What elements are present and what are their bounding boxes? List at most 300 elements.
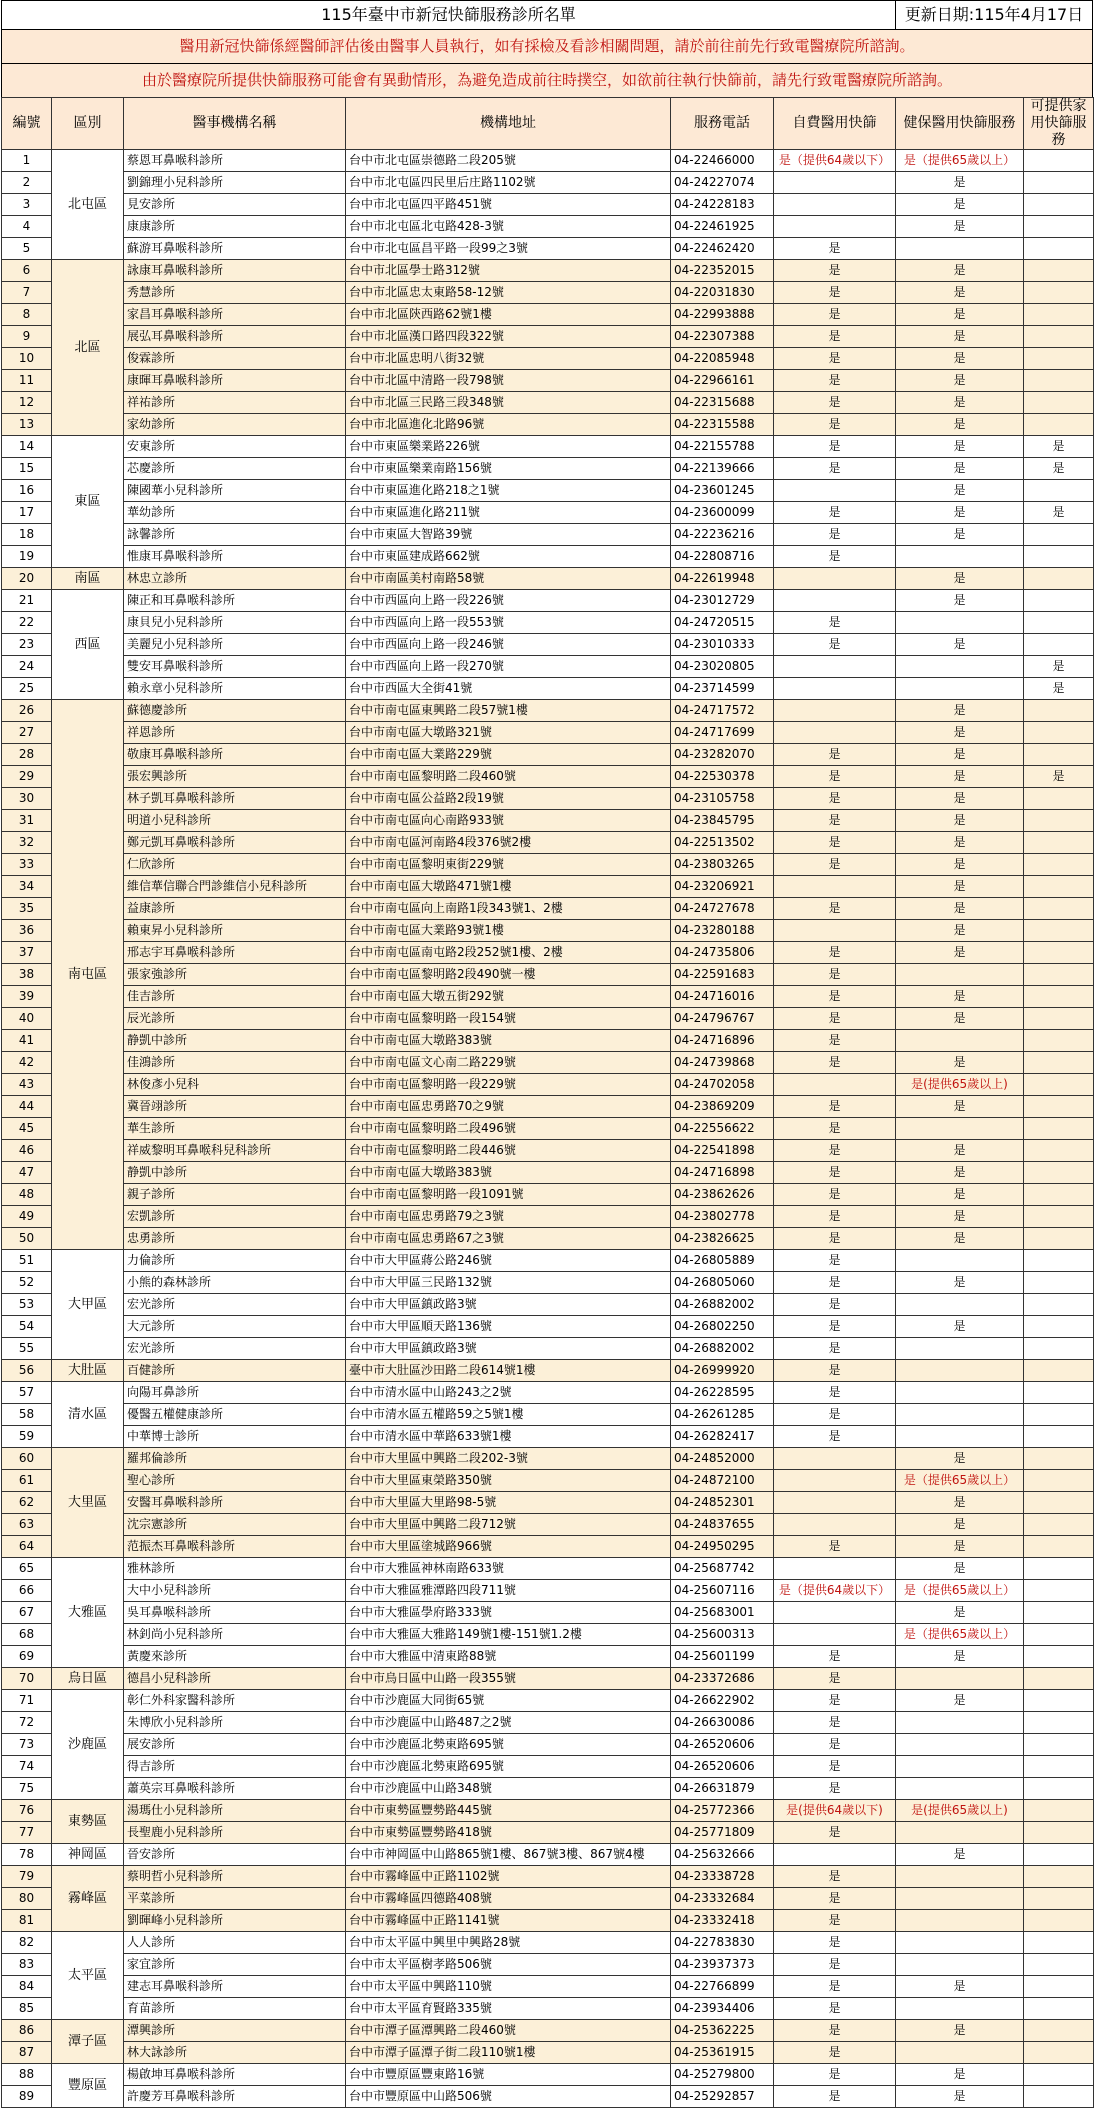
- cell-home-test: [1024, 1206, 1094, 1228]
- table-row: [2, 1052, 1094, 1074]
- cell-clinic-name: 辰光診所: [124, 1008, 346, 1030]
- cell-nhi: [896, 964, 1024, 986]
- cell-phone: 04-23010333: [671, 634, 774, 656]
- cell-nhi: 是: [896, 1096, 1024, 1118]
- cell-address: 台中市南屯區忠勇路79之3號: [346, 1206, 671, 1228]
- cell-self-pay: 是: [774, 1646, 896, 1668]
- cell-address: 台中市東區進化路218之1號: [346, 480, 671, 502]
- cell-self-pay: 是: [774, 634, 896, 656]
- cell-home-test: [1024, 1910, 1094, 1932]
- cell-nhi: 是: [896, 348, 1024, 370]
- cell-clinic-name: 黃慶來診所: [124, 1646, 346, 1668]
- table-row: [2, 1800, 1094, 1822]
- cell-home-test: [1024, 1536, 1094, 1558]
- cell-no: 25: [2, 678, 52, 700]
- cell-self-pay: 是: [774, 1228, 896, 1250]
- cell-clinic-name: 平菜診所: [124, 1888, 346, 1910]
- cell-phone: 04-23802778: [671, 1206, 774, 1228]
- cell-nhi: 是: [896, 1536, 1024, 1558]
- cell-nhi: 是: [896, 2020, 1024, 2042]
- cell-district: 西區: [52, 590, 124, 700]
- cell-nhi: 是: [896, 986, 1024, 1008]
- cell-nhi: 是（提供65歲以上）: [896, 150, 1024, 172]
- cell-self-pay: 是: [774, 260, 896, 282]
- table-row: [2, 1448, 1094, 1470]
- table-row: [2, 1426, 1094, 1448]
- cell-nhi: [896, 1360, 1024, 1382]
- table-row: [2, 1470, 1094, 1492]
- col-header-clinic-name: 醫事機構名稱: [124, 98, 346, 150]
- cell-nhi: [896, 1426, 1024, 1448]
- cell-address: 台中市霧峰區中正路1141號: [346, 1910, 671, 1932]
- cell-phone: 04-22352015: [671, 260, 774, 282]
- cell-self-pay: 是: [774, 1206, 896, 1228]
- cell-self-pay: 是: [774, 986, 896, 1008]
- cell-address: 台中市北區忠明八街32號: [346, 348, 671, 370]
- table-row: [2, 920, 1094, 942]
- cell-self-pay: [774, 678, 896, 700]
- cell-self-pay: 是: [774, 854, 896, 876]
- cell-self-pay: [774, 920, 896, 942]
- cell-nhi: [896, 1030, 1024, 1052]
- cell-clinic-name: 德昌小兒科診所: [124, 1668, 346, 1690]
- cell-address: 台中市北區進化北路96號: [346, 414, 671, 436]
- cell-clinic-name: 百健診所: [124, 1360, 346, 1382]
- cell-phone: 04-24735806: [671, 942, 774, 964]
- cell-no: 89: [2, 2086, 52, 2108]
- table-row: [2, 1778, 1094, 1800]
- cell-address: 台中市沙鹿區北勢東路695號: [346, 1756, 671, 1778]
- cell-nhi: 是: [896, 1140, 1024, 1162]
- cell-nhi: 是: [896, 1492, 1024, 1514]
- cell-district: 東區: [52, 436, 124, 568]
- cell-no: 48: [2, 1184, 52, 1206]
- cell-phone: 04-26261285: [671, 1404, 774, 1426]
- cell-no: 87: [2, 2042, 52, 2064]
- cell-address: 台中市南屯區大墩五街292號: [346, 986, 671, 1008]
- cell-no: 61: [2, 1470, 52, 1492]
- cell-nhi: [896, 1668, 1024, 1690]
- cell-address: 台中市霧峰區中正路1102號: [346, 1866, 671, 1888]
- cell-home-test: [1024, 788, 1094, 810]
- cell-clinic-name: 芯慶診所: [124, 458, 346, 480]
- cell-home-test: [1024, 1338, 1094, 1360]
- table-row: [2, 194, 1094, 216]
- cell-self-pay: [774, 1074, 896, 1096]
- cell-no: 76: [2, 1800, 52, 1822]
- cell-self-pay: 是: [774, 942, 896, 964]
- cell-district: 烏日區: [52, 1668, 124, 1690]
- cell-self-pay: [774, 656, 896, 678]
- cell-address: 台中市西區向上路一段553號: [346, 612, 671, 634]
- title-bar: [1, 0, 1093, 29]
- cell-clinic-name: 静凱中診所: [124, 1030, 346, 1052]
- cell-nhi: [896, 678, 1024, 700]
- cell-address: 台中市西區大全街41號: [346, 678, 671, 700]
- cell-no: 21: [2, 590, 52, 612]
- cell-no: 74: [2, 1756, 52, 1778]
- cell-nhi: 是: [896, 1602, 1024, 1624]
- cell-nhi: 是: [896, 282, 1024, 304]
- cell-self-pay: [774, 480, 896, 502]
- cell-home-test: [1024, 1228, 1094, 1250]
- cell-home-test: [1024, 1250, 1094, 1272]
- table-row: [2, 216, 1094, 238]
- cell-address: 台中市東勢區豐勢路445號: [346, 1800, 671, 1822]
- cell-nhi: [896, 1250, 1024, 1272]
- cell-nhi: 是: [896, 480, 1024, 502]
- cell-phone: 04-23600099: [671, 502, 774, 524]
- cell-home-test: [1024, 238, 1094, 260]
- cell-no: 82: [2, 1932, 52, 1954]
- cell-clinic-name: 聖心診所: [124, 1470, 346, 1492]
- table-row: [2, 1206, 1094, 1228]
- cell-address: 台中市南屯區大墩路383號: [346, 1030, 671, 1052]
- cell-home-test: [1024, 172, 1094, 194]
- cell-address: 台中市太平區樹孝路506號: [346, 1954, 671, 1976]
- cell-address: 台中市南屯區文心南二路229號: [346, 1052, 671, 1074]
- cell-address: 台中市大里區東榮路350號: [346, 1470, 671, 1492]
- cell-no: 81: [2, 1910, 52, 1932]
- cell-address: 台中市西區向上路一段270號: [346, 656, 671, 678]
- cell-self-pay: [774, 700, 896, 722]
- cell-phone: 04-24852000: [671, 1448, 774, 1470]
- cell-clinic-name: 沈宗憲診所: [124, 1514, 346, 1536]
- col-header-nhi: 健保醫用快篩服務: [896, 98, 1024, 150]
- cell-phone: 04-24872100: [671, 1470, 774, 1492]
- cell-clinic-name: 祥恩診所: [124, 722, 346, 744]
- cell-no: 78: [2, 1844, 52, 1866]
- cell-phone: 04-25771809: [671, 1822, 774, 1844]
- cell-no: 42: [2, 1052, 52, 1074]
- cell-nhi: [896, 1294, 1024, 1316]
- table-row: [2, 1536, 1094, 1558]
- cell-district: 太平區: [52, 1932, 124, 2020]
- cell-no: 29: [2, 766, 52, 788]
- cell-self-pay: 是: [774, 1316, 896, 1338]
- cell-home-test: [1024, 1448, 1094, 1470]
- cell-home-test: 是: [1024, 656, 1094, 678]
- cell-phone: 04-23845795: [671, 810, 774, 832]
- cell-district: 沙鹿區: [52, 1690, 124, 1800]
- cell-phone: 04-22530378: [671, 766, 774, 788]
- cell-nhi: 是（提供65歲以上）: [896, 1580, 1024, 1602]
- cell-nhi: [896, 1954, 1024, 1976]
- cell-address: 台中市霧峰區四德路408號: [346, 1888, 671, 1910]
- cell-self-pay: 是: [774, 1756, 896, 1778]
- cell-phone: 04-25361915: [671, 2042, 774, 2064]
- cell-self-pay: 是: [774, 2020, 896, 2042]
- cell-clinic-name: 邢志宇耳鼻喉科診所: [124, 942, 346, 964]
- cell-clinic-name: 鄭元凱耳鼻喉科診所: [124, 832, 346, 854]
- cell-phone: 04-23338728: [671, 1866, 774, 1888]
- cell-district: 南屯區: [52, 700, 124, 1250]
- cell-self-pay: 是: [774, 1976, 896, 1998]
- cell-address: 台中市大雅區學府路333號: [346, 1602, 671, 1624]
- cell-address: 台中市太平區育賢路335號: [346, 1998, 671, 2020]
- cell-nhi: [896, 2042, 1024, 2064]
- cell-phone: 04-23282070: [671, 744, 774, 766]
- cell-nhi: 是: [896, 700, 1024, 722]
- cell-home-test: [1024, 1712, 1094, 1734]
- cell-home-test: [1024, 1140, 1094, 1162]
- cell-home-test: [1024, 1008, 1094, 1030]
- cell-phone: 04-23937373: [671, 1954, 774, 1976]
- cell-self-pay: 是: [774, 810, 896, 832]
- cell-phone: 04-24227074: [671, 172, 774, 194]
- cell-phone: 04-23332418: [671, 1910, 774, 1932]
- cell-address: 台中市潭子區潭子街二段110號1樓: [346, 2042, 671, 2064]
- table-row: [2, 898, 1094, 920]
- cell-nhi: 是: [896, 1448, 1024, 1470]
- cell-clinic-name: 陳國華小兒科診所: [124, 480, 346, 502]
- cell-clinic-name: 康貝兒小兒科診所: [124, 612, 346, 634]
- cell-phone: 04-23105758: [671, 788, 774, 810]
- table-row: [2, 788, 1094, 810]
- cell-phone: 04-22808716: [671, 546, 774, 568]
- cell-phone: 04-25632666: [671, 1844, 774, 1866]
- cell-district: 潭子區: [52, 2020, 124, 2064]
- table-row: [2, 1096, 1094, 1118]
- cell-address: 台中市南屯區黎明路二段460號: [346, 766, 671, 788]
- table-row: [2, 1404, 1094, 1426]
- cell-district: 北區: [52, 260, 124, 436]
- cell-clinic-name: 秀慧診所: [124, 282, 346, 304]
- table-row: [2, 414, 1094, 436]
- cell-phone: 04-22085948: [671, 348, 774, 370]
- table-row: [2, 1272, 1094, 1294]
- cell-phone: 04-23012729: [671, 590, 774, 612]
- cell-phone: 04-26228595: [671, 1382, 774, 1404]
- cell-no: 46: [2, 1140, 52, 1162]
- cell-nhi: 是（提供65歲以上）: [896, 1624, 1024, 1646]
- cell-no: 79: [2, 1866, 52, 1888]
- cell-address: 台中市大甲區蔣公路246號: [346, 1250, 671, 1272]
- cell-nhi: 是: [896, 436, 1024, 458]
- cell-nhi: [896, 1382, 1024, 1404]
- cell-home-test: [1024, 216, 1094, 238]
- cell-address: 台中市南屯區黎明路一段1091號: [346, 1184, 671, 1206]
- table-row: [2, 1712, 1094, 1734]
- cell-home-test: 是: [1024, 458, 1094, 480]
- cell-phone: 04-25600313: [671, 1624, 774, 1646]
- cell-home-test: [1024, 1052, 1094, 1074]
- cell-phone: 04-24716016: [671, 986, 774, 1008]
- cell-self-pay: 是(提供64歲以下): [774, 1800, 896, 1822]
- notice-line-1: 醫用新冠快篩係經醫師評估後由醫事人員執行，如有採檢及看診相關問題，請於前往前先行致電醫療院所諮詢。: [1, 29, 1093, 63]
- col-header-self-pay: 自費醫用快篩: [774, 98, 896, 150]
- table-row: [2, 1954, 1094, 1976]
- cell-home-test: [1024, 898, 1094, 920]
- cell-phone: 04-26622902: [671, 1690, 774, 1712]
- cell-address: 台中市南屯區忠勇路67之3號: [346, 1228, 671, 1250]
- cell-no: 63: [2, 1514, 52, 1536]
- table-row: [2, 238, 1094, 260]
- cell-clinic-name: 展安診所: [124, 1734, 346, 1756]
- cell-self-pay: 是: [774, 1822, 896, 1844]
- table-row: [2, 1030, 1094, 1052]
- cell-self-pay: 是: [774, 1690, 896, 1712]
- cell-self-pay: [774, 1844, 896, 1866]
- cell-nhi: 是: [896, 260, 1024, 282]
- cell-address: 臺中市大肚區沙田路二段614號1樓: [346, 1360, 671, 1382]
- cell-clinic-name: 長聖鹿小兒科診所: [124, 1822, 346, 1844]
- cell-clinic-name: 建志耳鼻喉科診所: [124, 1976, 346, 1998]
- cell-self-pay: 是: [774, 1360, 896, 1382]
- cell-phone: 04-24717699: [671, 722, 774, 744]
- cell-no: 19: [2, 546, 52, 568]
- cell-clinic-name: 惟康耳鼻喉科診所: [124, 546, 346, 568]
- cell-home-test: [1024, 1184, 1094, 1206]
- table-row: [2, 1008, 1094, 1030]
- cell-self-pay: 是: [774, 1426, 896, 1448]
- cell-home-test: [1024, 1822, 1094, 1844]
- cell-phone: 04-22462420: [671, 238, 774, 260]
- cell-nhi: 是: [896, 744, 1024, 766]
- cell-nhi: 是: [896, 1646, 1024, 1668]
- cell-clinic-name: 詠康耳鼻喉科診所: [124, 260, 346, 282]
- cell-self-pay: 是: [774, 436, 896, 458]
- cell-home-test: [1024, 1470, 1094, 1492]
- col-header-district: 區別: [52, 98, 124, 150]
- cell-clinic-name: 潭興診所: [124, 2020, 346, 2042]
- cell-clinic-name: 林子凱耳鼻喉科診所: [124, 788, 346, 810]
- cell-home-test: [1024, 2042, 1094, 2064]
- cell-phone: 04-23020805: [671, 656, 774, 678]
- cell-clinic-name: 安醫耳鼻喉科診所: [124, 1492, 346, 1514]
- cell-address: 台中市大里區中興路二段202-3號: [346, 1448, 671, 1470]
- cell-nhi: [896, 656, 1024, 678]
- cell-nhi: 是: [896, 1558, 1024, 1580]
- cell-phone: 04-22619948: [671, 568, 774, 590]
- cell-address: 台中市東勢區豐勢路418號: [346, 1822, 671, 1844]
- cell-no: 64: [2, 1536, 52, 1558]
- cell-self-pay: 是: [774, 1998, 896, 2020]
- table-row: [2, 1184, 1094, 1206]
- cell-clinic-name: 湯瑪仕小兒科診所: [124, 1800, 346, 1822]
- cell-home-test: [1024, 414, 1094, 436]
- cell-phone: 04-24950295: [671, 1536, 774, 1558]
- cell-no: 32: [2, 832, 52, 854]
- cell-phone: 04-23714599: [671, 678, 774, 700]
- cell-clinic-name: 安東診所: [124, 436, 346, 458]
- table-row: [2, 590, 1094, 612]
- cell-address: 台中市西區向上路一段246號: [346, 634, 671, 656]
- cell-nhi: 是: [896, 194, 1024, 216]
- cell-nhi: 是: [896, 1228, 1024, 1250]
- cell-self-pay: 是: [774, 1866, 896, 1888]
- cell-phone: 04-26882002: [671, 1294, 774, 1316]
- table-row: [2, 524, 1094, 546]
- cell-home-test: [1024, 1426, 1094, 1448]
- cell-address: 台中市東區建成路662號: [346, 546, 671, 568]
- cell-nhi: [896, 1778, 1024, 1800]
- cell-address: 台中市南屯區忠勇路70之9號: [346, 1096, 671, 1118]
- table-row: [2, 326, 1094, 348]
- cell-self-pay: 是: [774, 282, 896, 304]
- table-row: [2, 1514, 1094, 1536]
- cell-clinic-name: 祥祐診所: [124, 392, 346, 414]
- cell-phone: 04-23826625: [671, 1228, 774, 1250]
- cell-clinic-name: 賴東昇小兒科診所: [124, 920, 346, 942]
- cell-no: 58: [2, 1404, 52, 1426]
- cell-home-test: [1024, 1932, 1094, 1954]
- table-row: [2, 282, 1094, 304]
- cell-nhi: [896, 1910, 1024, 1932]
- table-row: [2, 1228, 1094, 1250]
- cell-clinic-name: 華幼診所: [124, 502, 346, 524]
- table-row: [2, 1140, 1094, 1162]
- cell-phone: 04-26520606: [671, 1734, 774, 1756]
- cell-clinic-name: 仁欣診所: [124, 854, 346, 876]
- cell-self-pay: 是: [774, 1778, 896, 1800]
- table-row: [2, 2086, 1094, 2108]
- cell-self-pay: [774, 722, 896, 744]
- cell-clinic-name: 蔡明哲小兒科診所: [124, 1866, 346, 1888]
- cell-address: 台中市南屯區黎明路二段446號: [346, 1140, 671, 1162]
- table-row: [2, 700, 1094, 722]
- cell-no: 53: [2, 1294, 52, 1316]
- cell-nhi: 是: [896, 304, 1024, 326]
- cell-clinic-name: 林俊彥小兒科: [124, 1074, 346, 1096]
- cell-address: 台中市北屯區四民里后庄路1102號: [346, 172, 671, 194]
- cell-phone: 04-26631879: [671, 1778, 774, 1800]
- cell-clinic-name: 育苗診所: [124, 1998, 346, 2020]
- cell-no: 7: [2, 282, 52, 304]
- cell-nhi: 是: [896, 1514, 1024, 1536]
- cell-self-pay: 是: [774, 1096, 896, 1118]
- table-row: [2, 172, 1094, 194]
- cell-address: 台中市南屯區東興路二段57號1樓: [346, 700, 671, 722]
- cell-nhi: [896, 1998, 1024, 2020]
- table-body: [2, 150, 1094, 2108]
- cell-self-pay: [774, 194, 896, 216]
- cell-address: 台中市烏日區中山路一段355號: [346, 1668, 671, 1690]
- cell-nhi: 是: [896, 502, 1024, 524]
- cell-clinic-name: 優醫五權健康診所: [124, 1404, 346, 1426]
- cell-no: 72: [2, 1712, 52, 1734]
- cell-phone: 04-24228183: [671, 194, 774, 216]
- cell-phone: 04-23803265: [671, 854, 774, 876]
- table-row: [2, 1998, 1094, 2020]
- cell-self-pay: 是: [774, 458, 896, 480]
- cell-address: 台中市南屯區黎明路二段496號: [346, 1118, 671, 1140]
- table-row: [2, 986, 1094, 1008]
- table-row: [2, 1602, 1094, 1624]
- cell-nhi: 是: [896, 1976, 1024, 1998]
- cell-district: 大肚區: [52, 1360, 124, 1382]
- cell-home-test: [1024, 634, 1094, 656]
- cell-phone: 04-24716896: [671, 1030, 774, 1052]
- cell-home-test: [1024, 1778, 1094, 1800]
- cell-address: 台中市神岡區中山路865號1樓、867號3樓、867號4樓: [346, 1844, 671, 1866]
- table-row: [2, 1338, 1094, 1360]
- cell-address: 台中市南屯區大墩路383號: [346, 1162, 671, 1184]
- table-row: [2, 1250, 1094, 1272]
- cell-address: 台中市沙鹿區中山路348號: [346, 1778, 671, 1800]
- cell-nhi: 是: [896, 2064, 1024, 2086]
- cell-home-test: 是: [1024, 502, 1094, 524]
- cell-phone: 04-26999920: [671, 1360, 774, 1382]
- cell-nhi: 是(提供65歲以上): [896, 1074, 1024, 1096]
- cell-clinic-name: 親子診所: [124, 1184, 346, 1206]
- table-row: [2, 502, 1094, 524]
- cell-address: 台中市清水區中山路243之2號: [346, 1382, 671, 1404]
- cell-no: 84: [2, 1976, 52, 1998]
- cell-self-pay: 是: [774, 1404, 896, 1426]
- cell-no: 30: [2, 788, 52, 810]
- cell-phone: 04-22155788: [671, 436, 774, 458]
